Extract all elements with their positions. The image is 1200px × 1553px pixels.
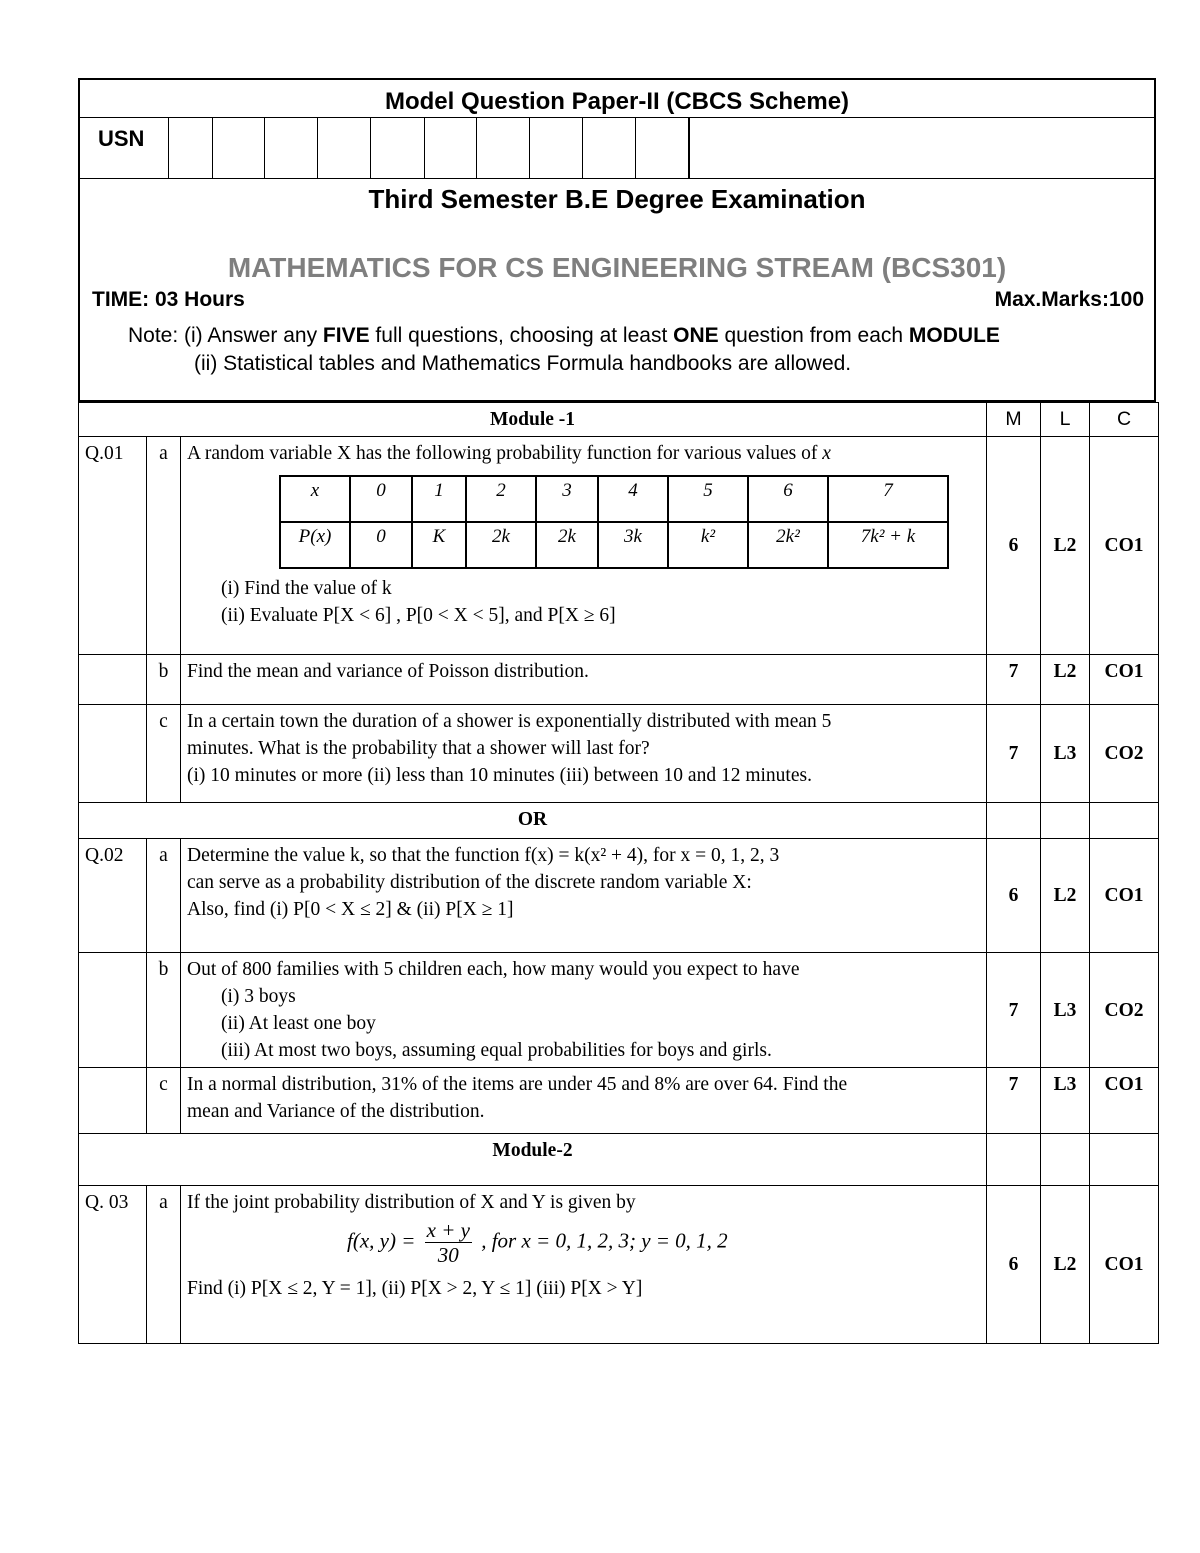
question-text xyxy=(181,839,987,953)
prob-table-cell: 2 xyxy=(466,476,536,522)
prob-table-cell: 0 xyxy=(350,522,412,568)
prob-table-cell: 7k² + k xyxy=(828,522,948,568)
course-outcome: CO2 xyxy=(1090,705,1159,803)
usn-box[interactable] xyxy=(264,118,265,178)
question-line: A random variable X has the following probability function for various values of xyxy=(187,443,823,464)
question-text xyxy=(181,1186,987,1344)
question-number: Q. 03 xyxy=(79,1186,147,1344)
prob-table-cell: K xyxy=(412,522,466,568)
prob-table-cell: x xyxy=(280,476,350,522)
marks: 7 xyxy=(987,1068,1041,1134)
level: L2 xyxy=(1041,1186,1090,1344)
question-text: Find the mean and variance of Poisson distribution. xyxy=(181,655,987,705)
level: L3 xyxy=(1041,705,1090,803)
note-text: question from each xyxy=(718,324,909,347)
usn-box[interactable] xyxy=(370,118,371,178)
question-table xyxy=(78,402,1159,1344)
note-emphasis: ONE xyxy=(673,324,719,347)
max-marks: Max.Marks:100 xyxy=(994,288,1144,311)
question-line: Also, find (i) P[0 < X ≤ 2] & (ii) P[X ≥ 1] xyxy=(187,899,514,920)
question-line: In a certain town the duration of a shower is exponentially distributed with mean 5 xyxy=(187,711,832,732)
prob-table-cell: 7 xyxy=(828,476,948,522)
paper-header xyxy=(78,78,1156,402)
exam-time: TIME: 03 Hours xyxy=(92,288,245,311)
course-outcome: CO1 xyxy=(1090,437,1159,655)
question-number: Q.01 xyxy=(79,437,147,655)
prob-table-cell: 2k² xyxy=(748,522,828,568)
note-emphasis: MODULE xyxy=(908,324,1000,347)
level: L2 xyxy=(1041,839,1090,953)
prob-table-cell: 5 xyxy=(668,476,748,522)
usn-box[interactable] xyxy=(212,118,213,178)
fraction xyxy=(425,1218,472,1267)
usn-box[interactable] xyxy=(582,118,583,178)
level-column-header: L xyxy=(1041,403,1090,437)
level: L3 xyxy=(1041,1068,1090,1134)
question-row xyxy=(79,1186,1159,1344)
fraction-denominator: 30 xyxy=(437,1243,459,1267)
formula-lhs: f(x, y) = xyxy=(347,1228,416,1253)
question-line: If the joint probability distribution of X and Y is given by xyxy=(187,1192,636,1213)
sub-question-label: a xyxy=(147,437,181,655)
question-text xyxy=(181,953,987,1068)
sub-question-label: a xyxy=(147,839,181,953)
prob-table-cell: 0 xyxy=(350,476,412,522)
prob-table-cell: k² xyxy=(668,522,748,568)
note-line-1 xyxy=(128,324,1000,348)
empty-cell xyxy=(1090,803,1159,839)
question-line: minutes. What is the probability that a shower will last for? xyxy=(187,738,650,759)
marks: 7 xyxy=(987,953,1041,1068)
course-outcome: CO1 xyxy=(1090,1068,1159,1134)
module-heading: Module-2 xyxy=(79,1134,987,1186)
question-text xyxy=(181,1068,987,1134)
marks: 7 xyxy=(987,655,1041,705)
note-text: Note: (i) Answer any xyxy=(128,324,323,347)
prob-table-cell: 3 xyxy=(536,476,598,522)
prob-table-cell: P(x) xyxy=(280,522,350,568)
prob-table-cell: 6 xyxy=(748,476,828,522)
question-number xyxy=(79,655,147,705)
paper-title: Model Question Paper-II (CBCS Scheme) xyxy=(384,88,850,115)
question-row xyxy=(79,437,1159,655)
level: L2 xyxy=(1041,437,1090,655)
semester-title: Third Semester B.E Degree Examination xyxy=(368,184,866,214)
probability-table xyxy=(279,475,949,569)
sub-question-label: c xyxy=(147,705,181,803)
question-number xyxy=(79,705,147,803)
marks: 7 xyxy=(987,705,1041,803)
prob-table-cell: 4 xyxy=(598,476,668,522)
x-row xyxy=(280,476,948,522)
sub-question-label: a xyxy=(147,1186,181,1344)
course-outcome: CO2 xyxy=(1090,953,1159,1068)
module-2-header-row xyxy=(79,1134,1159,1186)
prob-table-cell: 1 xyxy=(412,476,466,522)
usn-box[interactable] xyxy=(529,118,530,178)
question-row xyxy=(79,655,1159,705)
subject-title: MATHEMATICS FOR CS ENGINEERING STREAM (BCS301) xyxy=(227,252,1007,283)
usn-label: USN xyxy=(98,126,145,151)
or-separator: OR xyxy=(79,803,987,839)
question-number xyxy=(79,953,147,1068)
p-row xyxy=(280,522,948,568)
empty-cell xyxy=(987,803,1041,839)
usn-box[interactable] xyxy=(317,118,318,178)
formula-rhs: , for x = 0, 1, 2, 3; y = 0, 1, 2 xyxy=(481,1228,728,1253)
question-number: Q.02 xyxy=(79,839,147,953)
sub-question-label: c xyxy=(147,1068,181,1134)
question-line: Out of 800 families with 5 children each, how many would you expect to have xyxy=(187,959,800,980)
sub-question-label: b xyxy=(147,655,181,705)
usn-box[interactable] xyxy=(168,118,169,178)
marks: 6 xyxy=(987,839,1041,953)
prob-table-cell: 3k xyxy=(598,522,668,568)
note-line-2: (ii) Statistical tables and Mathematics Formula handbooks are allowed. xyxy=(194,352,852,375)
sub-question-label: b xyxy=(147,953,181,1068)
sub-part: (i) Find the value of k xyxy=(221,578,392,599)
empty-cell xyxy=(1090,1134,1159,1186)
note-text: full questions, choosing at least xyxy=(369,324,674,347)
sub-part: (ii) At least one boy xyxy=(221,1013,376,1034)
prob-table-cell: 2k xyxy=(466,522,536,568)
question-row xyxy=(79,1068,1159,1134)
math-var: x xyxy=(822,443,831,464)
course-outcome: CO1 xyxy=(1090,1186,1159,1344)
question-line: In a normal distribution, 31% of the items are under 45 and 8% are over 64. Find the xyxy=(187,1074,848,1095)
usn-box[interactable] xyxy=(476,118,477,178)
question-line: (i) 10 minutes or more (ii) less than 10 minutes (iii) between 10 and 12 minutes. xyxy=(187,765,812,786)
prob-table-cell: 2k xyxy=(536,522,598,568)
question-row xyxy=(79,705,1159,803)
usn-box[interactable] xyxy=(424,118,425,178)
question-text xyxy=(181,705,987,803)
level: L2 xyxy=(1041,655,1090,705)
sub-part: (ii) Evaluate P[X < 6] , P[0 < X < 5], and P[X ≥ 6] xyxy=(221,605,616,626)
marks-column-header: M xyxy=(987,403,1041,437)
question-line: Determine the value k, so that the function f(x) = k(x² + 4), for x = 0, 1, 2, 3 xyxy=(187,845,780,866)
question-line: can serve as a probability distribution of the discrete random variable X: xyxy=(187,872,752,893)
sub-part: (iii) At most two boys, assuming equal probabilities for boys and girls. xyxy=(221,1040,772,1061)
module-1-header-row xyxy=(79,403,1159,437)
empty-cell xyxy=(1041,1134,1090,1186)
note-emphasis: FIVE xyxy=(322,324,370,347)
course-outcome: CO1 xyxy=(1090,655,1159,705)
question-number xyxy=(79,1068,147,1134)
question-text xyxy=(181,437,987,655)
level: L3 xyxy=(1041,953,1090,1068)
or-row xyxy=(79,803,1159,839)
question-row xyxy=(79,839,1159,953)
empty-cell xyxy=(987,1134,1041,1186)
question-line: mean and Variance of the distribution. xyxy=(187,1101,485,1122)
marks: 6 xyxy=(987,437,1041,655)
question-line: Find (i) P[X ≤ 2, Y = 1], (ii) P[X > 2, Y ≤ 1] (iii) P[X > Y] xyxy=(187,1278,643,1299)
module-heading: Module -1 xyxy=(79,403,987,437)
empty-cell xyxy=(1041,803,1090,839)
fraction-numerator: x + y xyxy=(426,1218,470,1242)
usn-box[interactable] xyxy=(635,118,636,178)
usn-box-end xyxy=(688,118,690,178)
marks: 6 xyxy=(987,1186,1041,1344)
course-outcome: CO1 xyxy=(1090,839,1159,953)
sub-part: (i) 3 boys xyxy=(221,986,296,1007)
co-column-header: C xyxy=(1090,403,1159,437)
joint-formula xyxy=(347,1218,980,1267)
question-row xyxy=(79,953,1159,1068)
usn-row xyxy=(80,117,1154,179)
